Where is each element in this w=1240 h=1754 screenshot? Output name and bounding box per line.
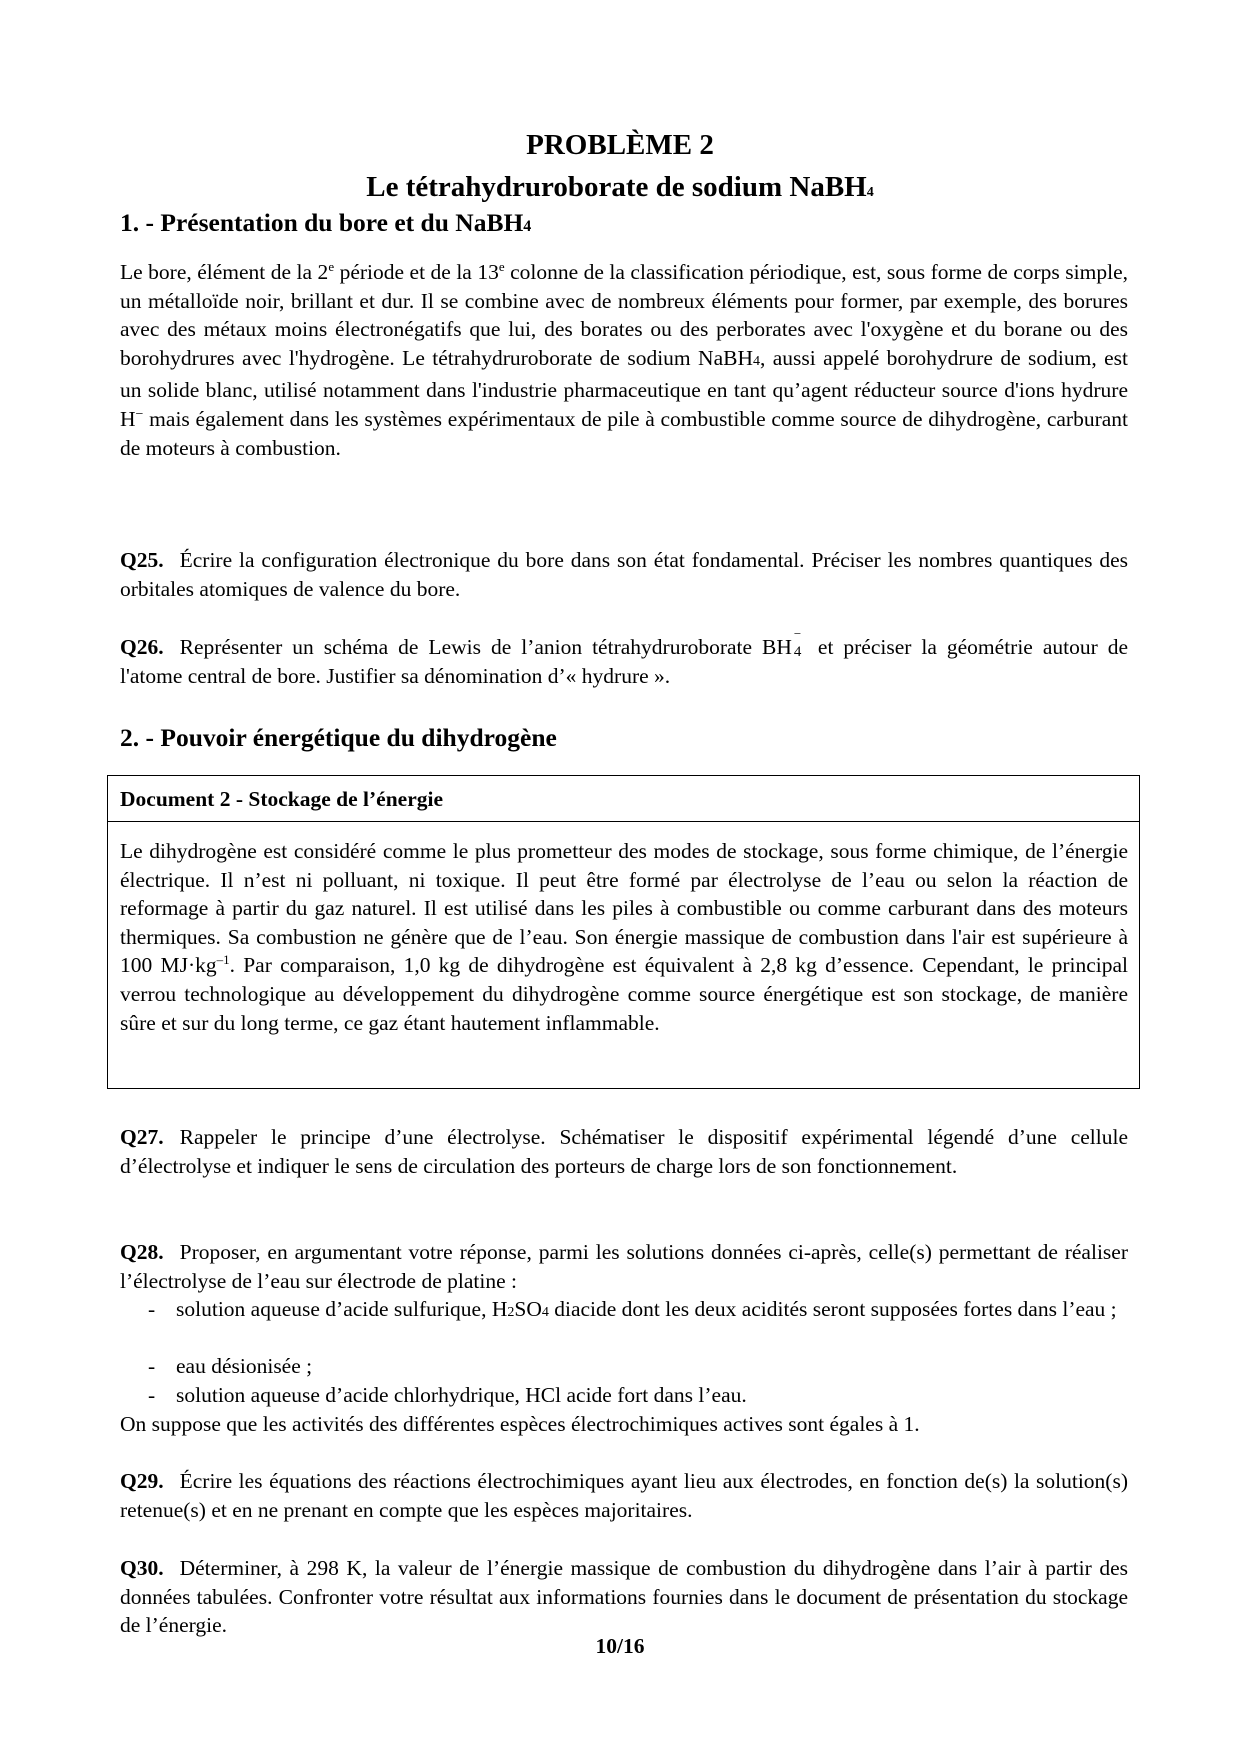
list-item-1-text-a: solution aqueuse d’acide sulfurique, H xyxy=(176,1297,508,1321)
list-item-2: eau désionisée ; xyxy=(176,1354,313,1378)
intro-text-4: , aussi appelé borohydrure de sodium, est un solide blanc, utilisé notamment dans l'industrie pharmaceutique en tant qu’agent réducteur source d'ions hydrure H xyxy=(120,345,1128,431)
intro-text-1: Le bore, élément de la 2 xyxy=(120,260,329,284)
bh4-subscript: 4 xyxy=(793,644,802,660)
q29-label: Q29. xyxy=(120,1469,164,1493)
list-item-1-sub-2: 2 xyxy=(507,1305,515,1320)
q25-label: Q25. xyxy=(120,548,164,572)
document-2-text-b: . Par comparaison, 1,0 kg de dihydrogène est équivalent à 2,8 kg d’essence. Cependant, le principal verrou technologique au développement du dihydrogène comme source énergétique est son stockage, de manière sûre et sur du long terme, ce gaz étant hautement inflammable. xyxy=(120,953,1128,1035)
question-q25 xyxy=(120,546,1128,603)
document-2-box xyxy=(107,775,1140,1089)
q28-label: Q28. xyxy=(120,1240,164,1264)
document-2-sup: –1 xyxy=(216,952,230,968)
question-q27 xyxy=(120,1123,1128,1180)
intro-text-5: mais également dans les systèmes expérimentaux de pile à combustible comme source de dihydrogène, carburant de moteurs à combustion. xyxy=(120,406,1128,460)
list-item-1-sub-4: 4 xyxy=(541,1305,549,1320)
intro-text-2: période et de la 13 xyxy=(334,260,499,284)
q28-note: On suppose que les activités des différentes espèces électrochimiques actives sont égales à 1. xyxy=(120,1412,920,1436)
q25-text: Écrire la configuration électronique du bore dans son état fondamental. Préciser les nombres quantiques des orbitales atomiques de valence du bore. xyxy=(120,548,1128,601)
intro-sup-1: e xyxy=(328,258,335,274)
problem-subtitle xyxy=(0,169,1240,211)
q27-text: Rappeler le principe d’une électrolyse. Schématiser le dispositif expérimental légendé d’une cellule d’électrolyse et indiquer le sens de circulation des porteurs de charge lors de son fonctionnement. xyxy=(120,1125,1128,1178)
question-q30 xyxy=(120,1554,1128,1640)
list-dash-3: - xyxy=(148,1383,156,1407)
bh4-charge: − xyxy=(793,626,802,641)
list-dash-2: - xyxy=(148,1354,156,1378)
section1-intro-paragraph xyxy=(120,258,1128,462)
q26-label: Q26. xyxy=(120,635,164,659)
list-item-3: solution aqueuse d’acide chlorhydrique, HCl acide fort dans l’eau. xyxy=(176,1383,747,1407)
problem-title-text: PROBLÈME 2 xyxy=(526,129,714,161)
section2-heading: 2. - Pouvoir énergétique du dihydrogène xyxy=(120,723,557,752)
list-dash-1: - xyxy=(148,1297,156,1321)
list-item-1 xyxy=(176,1295,1128,1328)
q28-text: Proposer, en argumentant votre réponse, parmi les solutions données ci-après, celle(s) permettant de réaliser l’électrolyse de l’eau sur électrode de platine : xyxy=(120,1240,1128,1293)
q27-label: Q27. xyxy=(120,1125,164,1149)
q26-text-a: Représenter un schéma de Lewis de l’anion tétrahydruroborate BH xyxy=(179,635,792,659)
q29-text: Écrire les équations des réactions électrochimiques ayant lieu aux électrodes, en fonction de(s) la solution(s) retenue(s) et en ne prenant en compte que les espèces majoritaires. xyxy=(120,1469,1128,1522)
intro-text-3: colonne de la classification périodique, est, sous forme de corps simple, un métalloïde noir, brillant et dur. Il se combine avec de nombreux éléments pour former, par exemple, des borures avec des métaux moins électronégatifs que lui, des borates ou des perborates avec l'oxygène et du borane ou des borohydrures avec l'hydrogène. Le tétrahydruroborate de sodium NaBH xyxy=(120,260,1128,370)
question-q28 xyxy=(120,1238,1128,1295)
list-item-1-text-c: diacide dont les deux acidités seront supposées fortes dans l’eau ; xyxy=(548,1297,1117,1321)
document-2-text-a: Le dihydrogène est considéré comme le plus prometteur des modes de stockage, sous forme chimique, de l’énergie électrique. Il n’est ni polluant, ni toxique. Il peut être formé par électrolyse de l’eau ou selon la réaction de reformage à partir du gaz naturel. Il est utilisé dans les piles à combustible ou comme carburant dans des moteurs thermiques. Sa combustion ne génère que de l’eau. Son énergie massique de combustion dans l'air est supérieure à 100 MJ·kg xyxy=(120,839,1128,978)
section1-heading-subscript: 4 xyxy=(523,218,532,235)
intro-sup-2: e xyxy=(498,258,505,274)
q30-label: Q30. xyxy=(120,1556,164,1580)
intro-sub-4: 4 xyxy=(752,353,760,369)
document-2-title: Document 2 - Stockage de l’énergie xyxy=(108,776,1139,822)
question-q26 xyxy=(120,626,1129,690)
section1-heading xyxy=(120,207,531,243)
problem-subtitle-subscript: 4 xyxy=(866,185,874,200)
q26-text-b: et préciser la géométrie autour de l'atome central de bore. Justifier sa dénomination d’« hydrure ». xyxy=(120,635,1129,688)
section1-heading-text: 1. - Présentation du bore et du NaBH xyxy=(120,208,524,237)
page-number: 10/16 xyxy=(595,1634,645,1658)
question-q29 xyxy=(120,1467,1128,1524)
bh4-charge-index xyxy=(792,626,808,660)
document-2-body xyxy=(120,837,1128,1037)
problem-title xyxy=(0,127,1240,163)
q30-text: Déterminer, à 298 K, la valeur de l’énergie massique de combustion du dihydrogène dans l’air à partir des données tabulées. Confronter votre résultat aux informations fournies dans le document de présentation du stockage de l’énergie. xyxy=(120,1556,1128,1638)
intro-sup-minus: − xyxy=(135,406,144,422)
problem-subtitle-text: Le tétrahydruroborate de sodium NaBH xyxy=(366,171,867,203)
list-item-1-text-b: SO xyxy=(514,1297,542,1321)
